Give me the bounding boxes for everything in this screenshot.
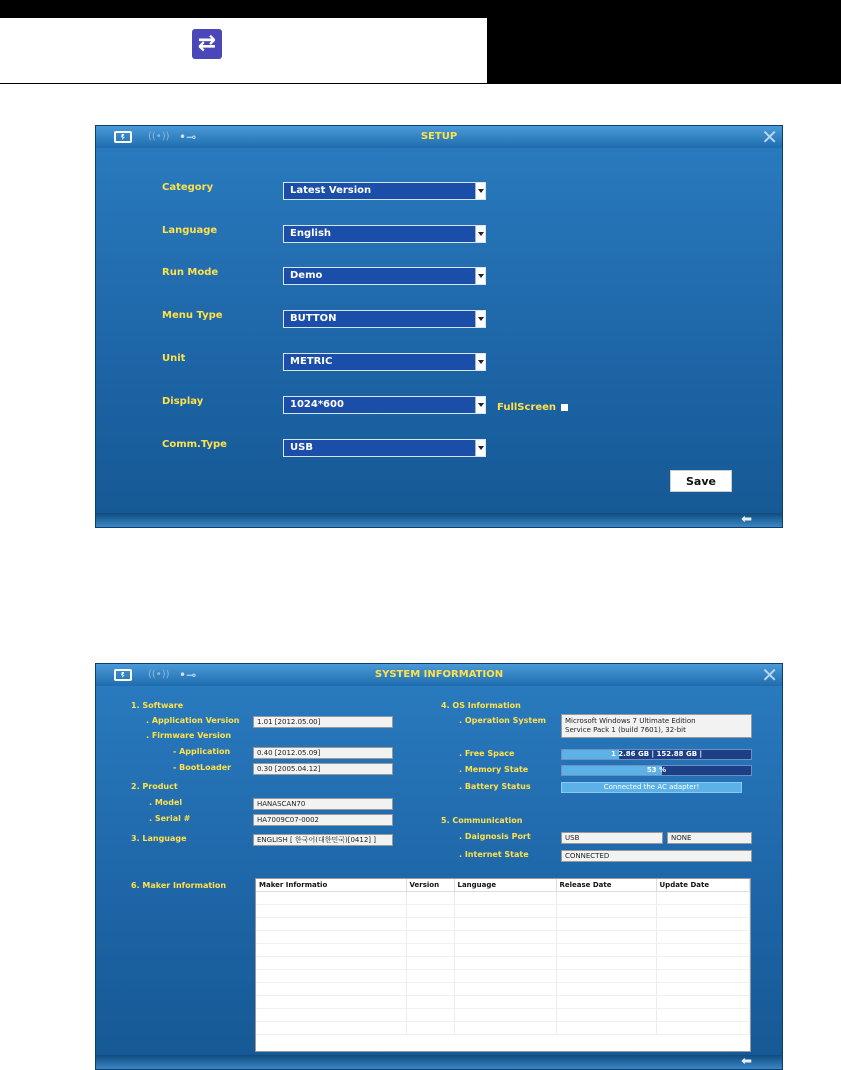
column-header: Release Date (556, 879, 656, 891)
firmware-label: . Firmware Version (146, 731, 232, 740)
fullscreen-label: FullScreen (497, 402, 557, 413)
display-select[interactable] (283, 396, 486, 414)
memory-state-bar (561, 765, 752, 776)
table-cell (406, 995, 454, 1008)
language-heading: 3. Language (131, 834, 187, 843)
column-header: Version (406, 879, 454, 891)
table-cell (656, 943, 750, 956)
product-heading: 2. Product (131, 782, 178, 791)
category-value: Latest Version (290, 185, 372, 196)
usb-icon: •⊸ (179, 668, 197, 682)
table-cell (406, 917, 454, 930)
unit-select[interactable] (283, 353, 486, 371)
internet-state-value: CONNECTED (561, 850, 752, 862)
table-cell (556, 956, 656, 969)
os-heading: 4. OS Information (441, 701, 521, 710)
table-cell (556, 1008, 656, 1021)
table-cell (454, 891, 556, 904)
app-version-label: . Application Version (146, 716, 240, 725)
display-value: 1024*600 (290, 399, 344, 410)
maker-table-body (256, 891, 750, 1034)
diagnosis-port-label: . Daignosis Port (459, 832, 531, 841)
header-black-block (487, 0, 841, 84)
diagnosis-port-value: USB (561, 832, 663, 844)
menu-type-label: Menu Type (162, 310, 223, 321)
table-cell (656, 1021, 750, 1034)
table-cell (256, 943, 406, 956)
serial-value: HA7009C07-0002 (253, 814, 393, 826)
table-cell (656, 982, 750, 995)
language-label: Language (162, 225, 218, 236)
communication-heading: 5. Communication (441, 816, 523, 825)
signal-icon: ((•)) (148, 131, 170, 142)
header-divider (0, 83, 487, 84)
battery-status-value: Connected the AC adapter! (561, 782, 742, 793)
table-row[interactable] (256, 1021, 750, 1034)
back-arrow-icon[interactable]: ⬅ (741, 1054, 752, 1069)
diagnosis-status-value: NONE (667, 832, 752, 844)
table-cell (256, 995, 406, 1008)
category-label: Category (162, 182, 214, 193)
system-information-panel (95, 663, 783, 1070)
model-value: HANASCAN70 (253, 798, 393, 810)
bootloader-value: 0.30 [2005.04.12] (253, 763, 393, 775)
table-cell (454, 1021, 556, 1034)
table-cell (454, 995, 556, 1008)
os-line-2: Service Pack 1 (build 7601), 32-bit (565, 726, 686, 734)
table-cell (656, 956, 750, 969)
os-line-1: Microsoft Windows 7 Ultimate Edition (565, 717, 696, 725)
table-cell (556, 982, 656, 995)
table-row[interactable] (256, 891, 750, 904)
table-row[interactable] (256, 982, 750, 995)
os-label: . Operation System (459, 716, 546, 725)
chevron-down-icon (475, 311, 485, 327)
run-mode-label: Run Mode (162, 267, 219, 278)
serial-label: . Serial # (149, 814, 191, 823)
setup-titlebar (96, 126, 782, 148)
internet-state-label: . Internet State (459, 850, 529, 859)
table-cell (556, 904, 656, 917)
table-cell (406, 891, 454, 904)
table-cell (256, 982, 406, 995)
memory-state-text: 53 % (646, 766, 667, 774)
os-value (561, 714, 752, 738)
signal-icon: ((•)) (148, 669, 170, 680)
application-label: - Application (173, 747, 231, 756)
table-cell (256, 956, 406, 969)
setup-bottom-bar (96, 513, 782, 527)
comm-type-value: USB (290, 442, 313, 453)
table-cell (454, 982, 556, 995)
table-row[interactable] (256, 943, 750, 956)
back-arrow-icon[interactable]: ⬅ (741, 512, 752, 527)
save-button[interactable]: Save (670, 470, 732, 492)
table-cell (256, 930, 406, 943)
table-row[interactable] (256, 969, 750, 982)
chevron-down-icon (475, 397, 485, 413)
free-space-text: 1 2.86 GB | 152.88 GB | (610, 750, 703, 758)
menu-type-value: BUTTON (290, 313, 337, 324)
language-value: ENGLISH [ 한국어(대한민국)[0412] ] (253, 834, 393, 846)
menu-type-select[interactable] (283, 310, 486, 328)
logo-icon: ⇄ (192, 29, 222, 59)
sysinfo-titlebar (96, 664, 782, 686)
language-select[interactable] (283, 225, 486, 243)
table-cell (656, 969, 750, 982)
chevron-down-icon (475, 226, 485, 242)
battery-status-label: . Battery Status (459, 782, 531, 791)
sysinfo-bottom-bar (96, 1055, 782, 1069)
table-cell (656, 917, 750, 930)
chevron-down-icon (475, 440, 485, 456)
column-header: Language (454, 879, 556, 891)
table-cell (656, 1008, 750, 1021)
table-cell (256, 969, 406, 982)
setup-title: SETUP (420, 131, 458, 142)
table-cell (454, 943, 556, 956)
free-space-label: . Free Space (459, 749, 515, 758)
fullscreen-checkbox[interactable] (561, 404, 568, 411)
table-cell (256, 1008, 406, 1021)
chevron-down-icon (475, 354, 485, 370)
column-header: Maker Informatio (256, 879, 406, 891)
setup-panel (95, 125, 783, 528)
table-cell (556, 917, 656, 930)
display-label: Display (162, 396, 204, 407)
table-cell (656, 995, 750, 1008)
table-cell (256, 917, 406, 930)
unit-value: METRIC (290, 356, 333, 367)
bootloader-label: - BootLoader (173, 763, 232, 772)
table-cell (406, 969, 454, 982)
table-cell (556, 930, 656, 943)
table-cell (406, 1021, 454, 1034)
table-header-row (256, 879, 750, 891)
table-cell (256, 891, 406, 904)
table-cell (406, 982, 454, 995)
run-mode-select[interactable] (283, 267, 486, 285)
chevron-down-icon (475, 268, 485, 284)
table-cell (454, 956, 556, 969)
table-cell (256, 904, 406, 917)
free-space-bar (561, 749, 752, 760)
table-cell (556, 891, 656, 904)
table-row[interactable] (256, 1008, 750, 1021)
unit-label: Unit (162, 353, 186, 364)
chevron-down-icon (475, 183, 485, 199)
close-icon[interactable]: ✕ (761, 663, 778, 687)
table-cell (556, 995, 656, 1008)
table-cell (454, 917, 556, 930)
table-cell (656, 930, 750, 943)
table-cell (406, 956, 454, 969)
table-cell (454, 930, 556, 943)
software-heading: 1. Software (131, 701, 184, 710)
comm-type-label: Comm.Type (162, 439, 227, 450)
table-cell (406, 1008, 454, 1021)
maker-table (255, 878, 751, 1052)
table-row[interactable] (256, 904, 750, 917)
language-value: English (290, 228, 332, 239)
close-icon[interactable]: ✕ (761, 125, 778, 149)
sysinfo-title: SYSTEM INFORMATION (374, 669, 504, 680)
app-version-value: 1.01 [2012.05.00] (253, 716, 393, 728)
table-cell (656, 904, 750, 917)
table-cell (454, 1008, 556, 1021)
table-cell (656, 891, 750, 904)
table-cell (406, 943, 454, 956)
table-cell (454, 904, 556, 917)
table-cell (556, 943, 656, 956)
table-cell (406, 930, 454, 943)
memory-state-label: . Memory State (459, 765, 529, 774)
table-row[interactable] (256, 917, 750, 930)
maker-heading: 6. Maker Information (131, 881, 227, 890)
table-cell (256, 1021, 406, 1034)
model-label: . Model (149, 798, 183, 807)
table-row[interactable] (256, 995, 750, 1008)
table-cell (406, 904, 454, 917)
table-cell (556, 1021, 656, 1034)
run-mode-value: Demo (290, 270, 323, 281)
usb-icon: •⊸ (179, 130, 197, 144)
category-select[interactable] (283, 182, 486, 200)
table-cell (556, 969, 656, 982)
application-value: 0.40 [2012.05.09] (253, 747, 393, 759)
table-row[interactable] (256, 956, 750, 969)
comm-type-select[interactable] (283, 439, 486, 457)
table-cell (454, 969, 556, 982)
table-row[interactable] (256, 930, 750, 943)
column-header: Update Date (656, 879, 750, 891)
